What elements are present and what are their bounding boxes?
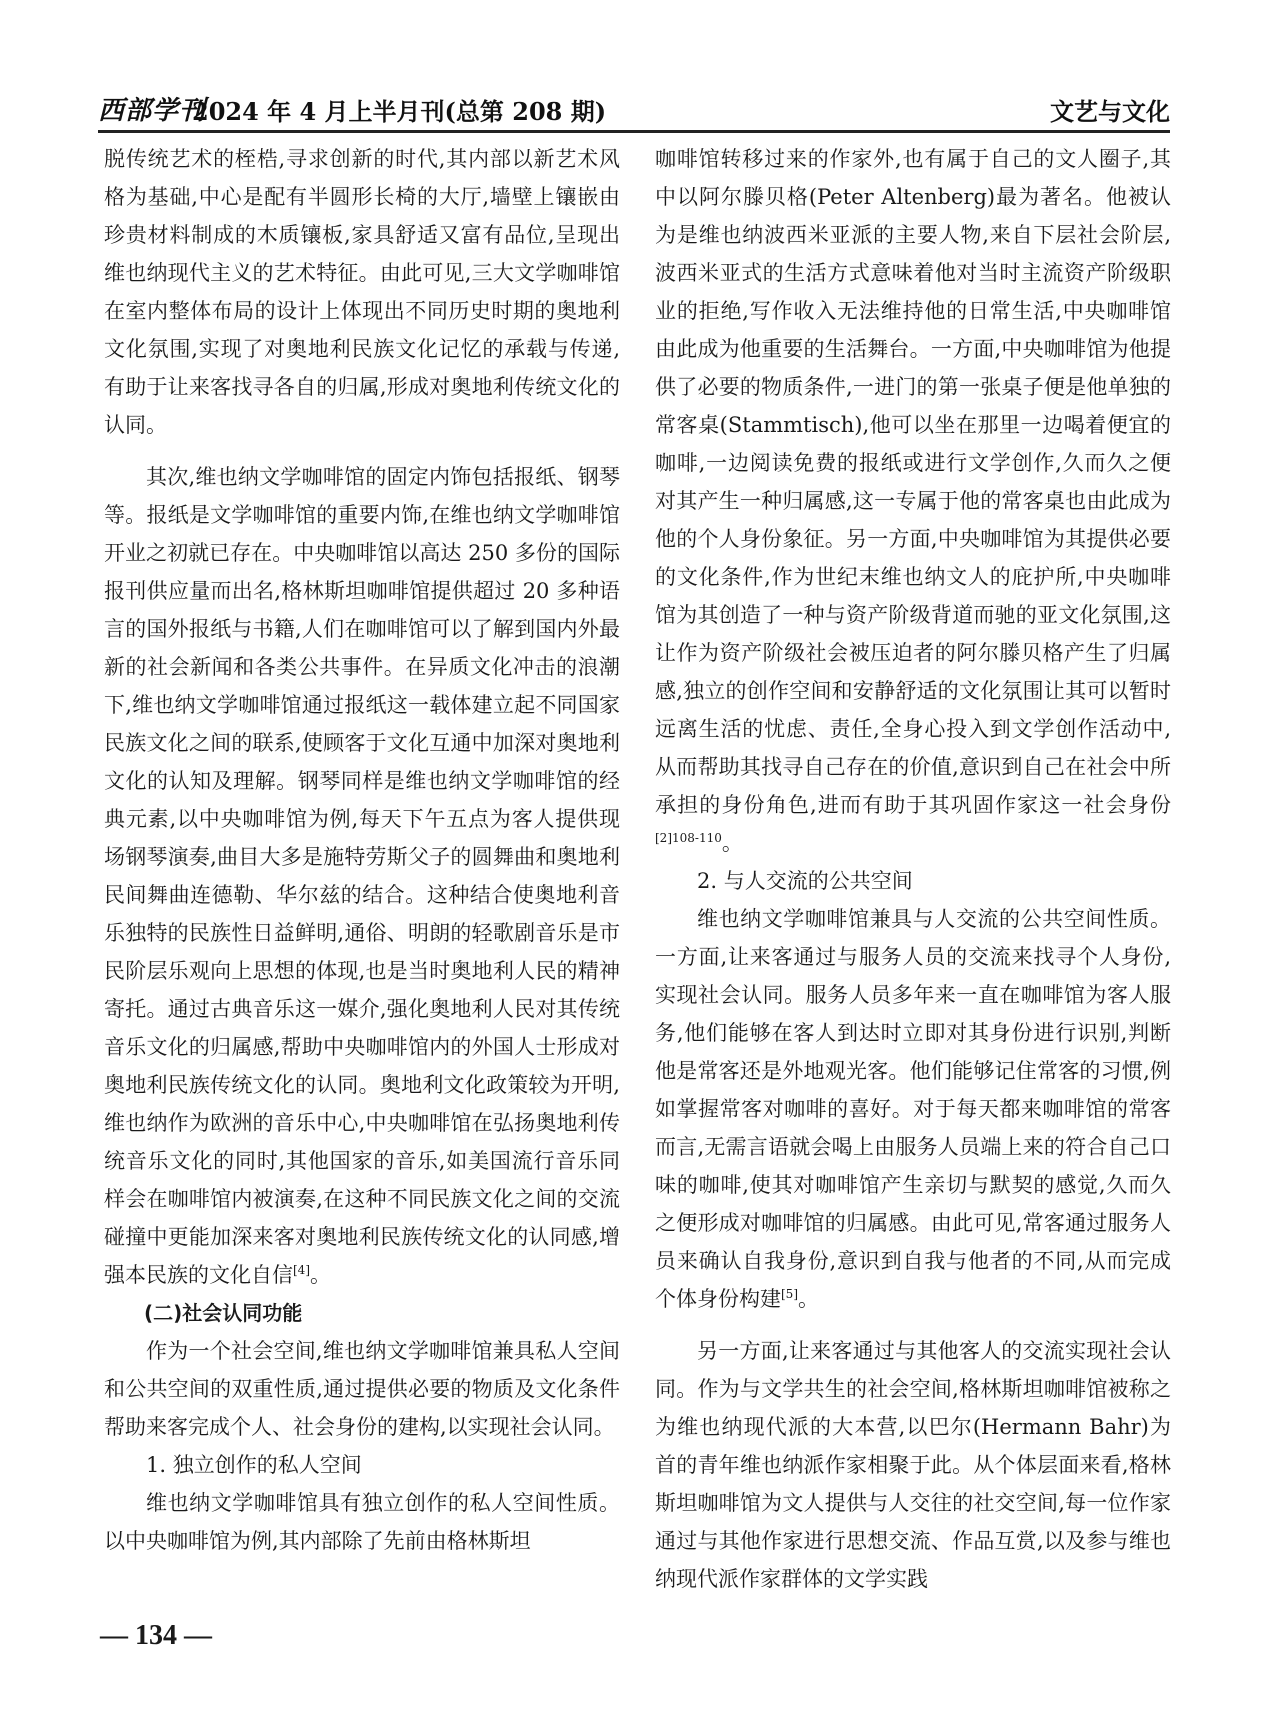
subsection-heading: 2. 与人交流的公共空间 bbox=[697, 869, 913, 893]
paragraph: 脱传统艺术的桎梏,寻求创新的时代,其内部以新艺术风格为基础,中心是配有半圆形长椅的大厅,墙壁上镶嵌由珍贵材料制成的木质镶板,家具舒适又富有品位,呈现出维也纳现代主义的艺术特征。由此可见,三大文学咖啡馆在室内整体布局的设计上体现出不同历史时期的奥地利文化氛围,实现了对奥地利民族文化记忆的承载与传递,有助于让来客找寻各自的归属,形成对奥地利传统文化的认同。 bbox=[104, 147, 620, 437]
paragraph: 作为一个社会空间,维也纳文学咖啡馆兼具私人空间和公共空间的双重性质,通过提供必要的物质及文化条件帮助来客完成个人、社会身份的建构,以实现社会认同。 bbox=[104, 1339, 620, 1439]
paragraph: 另一方面,让来客通过与其他客人的交流实现社会认同。作为与文学共生的社会空间,格林斯坦咖啡馆被称之为维也纳现代派的大本营,以巴尔(Hermann Bahr)为首的青年维也纳派作家相聚于此。从个体层面来看,格林斯坦咖啡馆为文人提供与人交往的社交空间,每一位作家通过与其他作家进行思想交流、作品互赏,以及参与维也纳现代派作家群体的文学实践 bbox=[655, 1339, 1171, 1591]
journal-logo: 西部学刊 bbox=[98, 96, 207, 126]
page-number: — 134 — bbox=[100, 1620, 212, 1651]
paragraph: 其次,维也纳文学咖啡馆的固定内饰包括报纸、钢琴等。报纸是文学咖啡馆的重要内饰,在维也纳文学咖啡馆开业之初就已存在。中央咖啡馆以高达 250 多份的国际报刊供应量而出名,格林斯坦咖啡馆提供超过 20 多种语言的国外报纸与书籍,人们在咖啡馆可以了解到国内外最新的社会新闻和各类公共事件。在异质文化冲击的浪潮下,维也纳文学咖啡馆通过报纸这一载体建立起不同国家民族文化之间的联系,使顾客于文化互通中加深对奥地利文化的认知及理解。钢琴同样是维也纳文学咖啡馆的经典元素,以中央咖啡馆为例,每天下午五点为客人提供现场钢琴演奏,曲目大多是施特劳斯父子的圆舞曲和奥地利民间舞曲连德勒、华尔兹的结合。这种结合使奥地利音乐独特的民族性日益鲜明,通俗、明朗的轻歌剧音乐是市民阶层乐观向上思想的体现,也是当时奥地利人民的精神寄托。通过古典音乐这一媒介,强化奥地利人民对其传统音乐文化的归属感,帮助中央咖啡馆内的外国人士形成对奥地利民族传统文化的认同。奥地利文化政策较为开明,维也纳作为欧洲的音乐中心,中央咖啡馆在弘扬奥地利传统音乐文化的同时,其他国家的音乐,如美国流行音乐同样会在咖啡馆内被演奏,在这种不同民族文化之间的交流碰撞中更能加深来客对奥地利民族传统文化的认同感,增强本民族的文化自信[4]。 bbox=[104, 465, 620, 1287]
section-heading: (二)社会认同功能 bbox=[144, 1301, 303, 1325]
subsection-heading: 1. 独立创作的私人空间 bbox=[146, 1453, 362, 1477]
running-header bbox=[98, 88, 1170, 128]
paragraph: 咖啡馆转移过来的作家外,也有属于自己的文人圈子,其中以阿尔滕贝格(Peter Altenberg)最为著名。他被认为是维也纳波西米亚派的主要人物,来自下层社会阶层,波西米亚式的生活方式意味着他对当时主流资产阶级职业的拒绝,写作收入无法维持他的日常生活,中央咖啡馆由此成为他重要的生活舞台。一方面,中央咖啡馆为他提供了必要的物质条件,一进门的第一张桌子便是他单独的常客桌(Stammtisch),他可以坐在那里一边喝着便宜的咖啡,一边阅读免费的报纸或进行文学创作,久而久之便对其产生一种归属感,这一专属于他的常客桌也由此成为他的个人身份象征。另一方面,中央咖啡馆为其提供必要的文化条件,作为世纪末维也纳文人的庇护所,中央咖啡馆为其创造了一种与资产阶级背道而驰的亚文化氛围,这让作为资产阶级社会被压迫者的阿尔滕贝格产生了归属感,独立的创作空间和安静舒适的文化氛围让其可以暂时远离生活的忧虑、责任,全身心投入到文学创作活动中,从而帮助其找寻自己存在的价值,意识到自己在社会中所承担的身份角色,进而有助于其巩固作家这一社会身份$^{[2]108-110}$。 bbox=[655, 147, 1171, 855]
citation: [4] bbox=[293, 1263, 310, 1277]
paragraph: 维也纳文学咖啡馆具有独立创作的私人空间性质。以中央咖啡馆为例,其内部除了先前由格林斯坦 bbox=[104, 1491, 620, 1553]
issue-info: 2024 年 4 月上半月刊(总第 208 期) bbox=[192, 97, 607, 126]
paragraph: 维也纳文学咖啡馆兼具与人交流的公共空间性质。一方面,让来客通过与服务人员的交流来找寻个人身份,实现社会认同。服务人员多年来一直在咖啡馆为客人服务,他们能够在客人到达时立即对其身份进行识别,判断他是常客还是外地观光客。他们能够记住常客的习惯,例如掌握常客对咖啡的喜好。对于每天都来咖啡馆的常客而言,无需言语就会喝上由服务人员端上来的符合自己口味的咖啡,使其对咖啡馆产生亲切与默契的感觉,久而久之便形成对咖啡馆的归属感。由此可见,常客通过服务人员来确认自我身份,意识到自我与他者的不同,从而完成个体身份构建[5]。 bbox=[655, 907, 1171, 1311]
header-rule bbox=[98, 130, 1170, 133]
citation: [2]108-110 bbox=[655, 831, 722, 845]
left-column bbox=[104, 140, 620, 1560]
section-name: 文艺与文化 bbox=[1050, 97, 1170, 126]
citation: [5] bbox=[781, 1287, 798, 1301]
right-column bbox=[655, 140, 1171, 1598]
